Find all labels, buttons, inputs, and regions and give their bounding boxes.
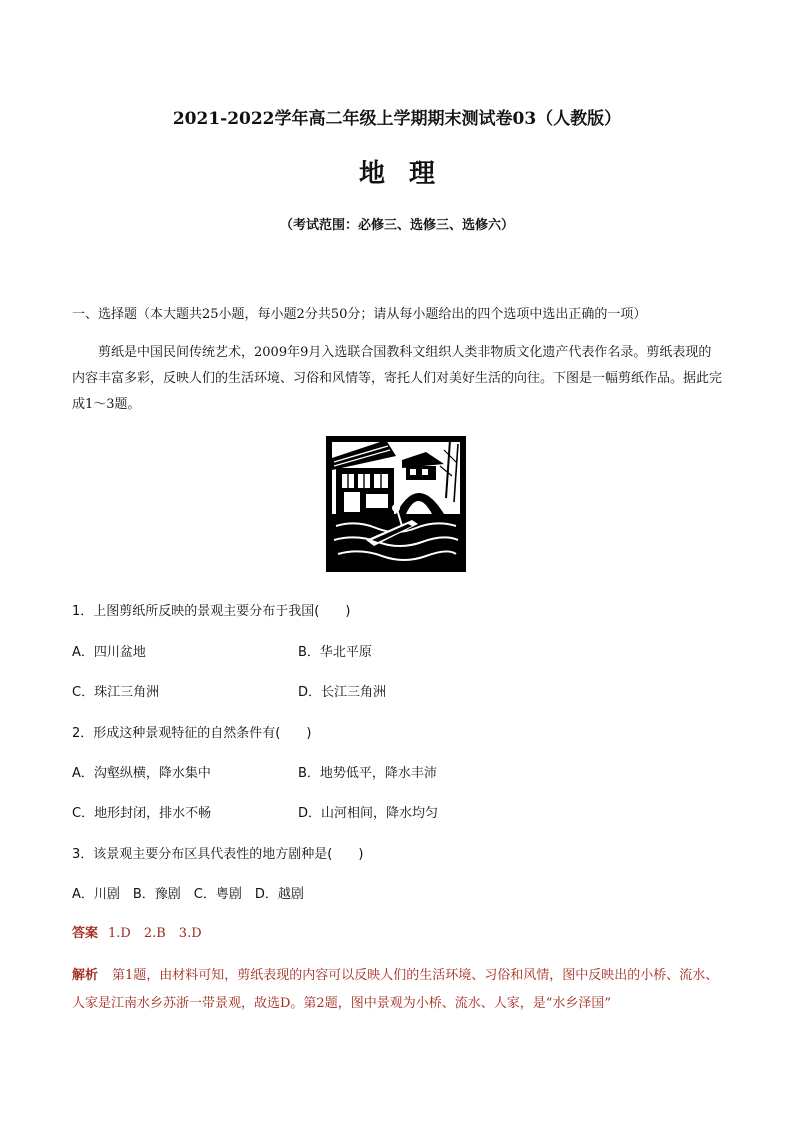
exam-scope: （考试范围：必修三、选修三、选修六） <box>279 218 514 233</box>
question-3-stem: 3．该景观主要分布区具代表性的地方剧种是( ) <box>72 847 364 862</box>
question-1-option-a: A．四川盆地 <box>72 645 146 660</box>
analysis-label: 解析 <box>72 968 99 983</box>
answer-label: 答案 <box>72 926 99 941</box>
question-1-option-b: B．华北平原 <box>298 645 372 660</box>
question-1-stem: 1．上图剪纸所反映的景观主要分布于我国( ) <box>72 604 351 619</box>
question-1-option-d: D．长江三角洲 <box>298 685 387 700</box>
question-1-option-c: C．珠江三角洲 <box>72 685 160 700</box>
question-2-option-a: A．沟壑纵横，降水集中 <box>72 766 211 781</box>
question-2-stem: 2．形成这种景观特征的自然条件有( ) <box>72 726 312 741</box>
section-heading: 一、选择题（本大题共25小题，每小题2分共50分；请从每小题给出的四个选项中选出正确的一项） <box>72 307 647 322</box>
paper-cut-water-town-image <box>326 436 466 572</box>
answer-line <box>72 922 202 941</box>
analysis-text: 第1题，由材料可知，剪纸表现的内容可以反映人们的生活环境、习俗和风情，图中反映出的小桥、流水、人家是江南水乡苏浙一带景观，故选D。第2题，图中景观为小桥、流水、人家，是“水乡泽国” <box>72 968 719 1011</box>
subject-title: 地理 <box>358 159 459 189</box>
answer-text: 1.D 2.B 3.D <box>108 926 202 941</box>
question-2-option-c: C．地形封闭，排水不畅 <box>72 806 212 821</box>
question-2-option-d: D．山河相间，降水均匀 <box>298 806 439 821</box>
question-2-option-b: B．地势低平，降水丰沛 <box>298 766 437 781</box>
analysis-paragraph <box>72 962 726 1018</box>
reading-passage: 剪纸是中国民间传统艺术，2009年9月入选联合国教科文组织人类非物质文化遗产代表作名录。剪纸表现的内容丰富多彩，反映人们的生活环境、习俗和风情等，寄托人们对美好生活的向往。下图是一幅剪纸作品。据此完成1～3题。 <box>72 345 723 412</box>
exam-title: 2021-2022学年高二年级上学期期末测试卷03（人教版） <box>172 109 622 129</box>
paper-cut-svg <box>326 436 466 572</box>
question-3-options: A．川剧 B．豫剧 C．粤剧 D．越剧 <box>72 887 304 902</box>
